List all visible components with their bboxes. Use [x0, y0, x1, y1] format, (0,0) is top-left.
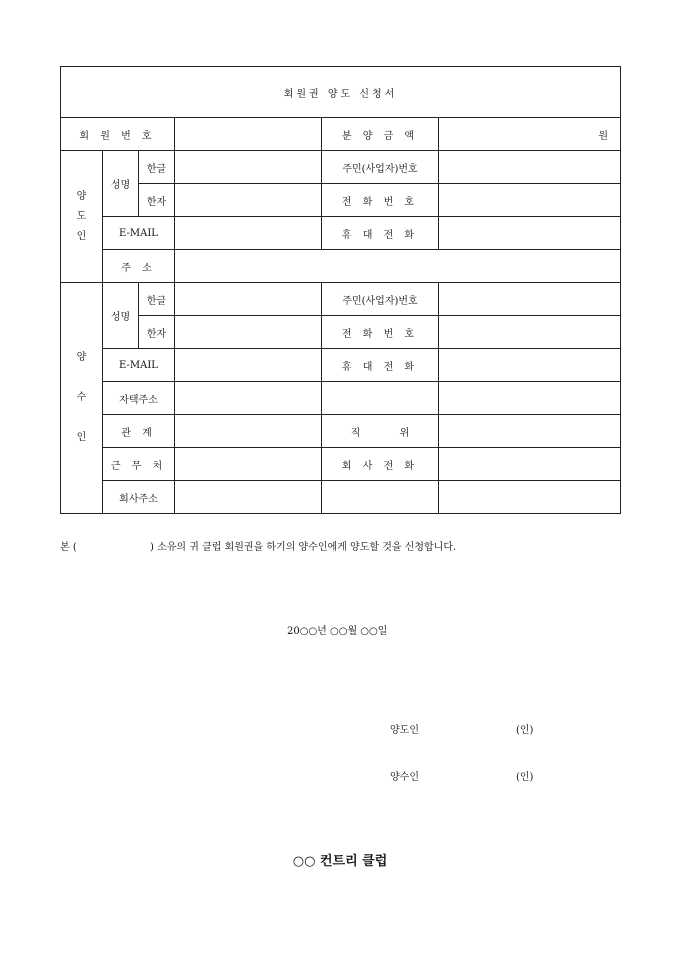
sale-amount-field[interactable]: 원	[439, 118, 621, 151]
transferee-hanja-name-field[interactable]	[175, 316, 322, 349]
transferee-hanja-label: 한자	[139, 316, 175, 349]
transferee-position-field[interactable]	[439, 415, 621, 448]
transferee-workplace-field[interactable]	[175, 448, 322, 481]
transferee-phone-label: 전 화 번 호	[322, 316, 439, 349]
transferor-id-field[interactable]	[439, 151, 621, 184]
transferee-mobile-label: 휴 대 전 화	[322, 349, 439, 382]
transferee-relation-field[interactable]	[175, 415, 322, 448]
transferee-name-label: 성명	[103, 283, 139, 349]
transferee-company-address-field-3[interactable]	[439, 481, 621, 514]
transferor-email-label: E-MAIL	[103, 217, 175, 250]
transferor-signature-label: 양도인	[390, 725, 419, 736]
sale-amount-label: 분 양 금 액	[322, 118, 439, 151]
transferee-relation-label: 관 계	[103, 415, 175, 448]
transferee-hangul-label: 한글	[139, 283, 175, 316]
transferor-phone-label: 전 화 번 호	[322, 184, 439, 217]
form-title: 회원권 양도 신청서	[61, 67, 621, 118]
transferee-home-address-label: 자택주소	[103, 382, 175, 415]
statement-body: ) 소유의 귀 클럽 회원권을 하기의 양수인에게 양도할 것을 신청합니다.	[150, 542, 457, 553]
transferee-company-phone-field[interactable]	[439, 448, 621, 481]
transferor-name-label: 성명	[103, 151, 139, 217]
transferor-hanja-label: 한자	[139, 184, 175, 217]
transferee-company-address-field[interactable]	[175, 481, 322, 514]
statement-prefix: 본 (	[60, 542, 77, 553]
transferee-workplace-label: 근 무 처	[103, 448, 175, 481]
transferor-address-field[interactable]	[175, 250, 621, 283]
transferee-position-label: 직 위	[322, 415, 439, 448]
transferee-id-label: 주민(사업자)번호	[322, 283, 439, 316]
transferor-mobile-label: 휴 대 전 화	[322, 217, 439, 250]
transferee-company-phone-label: 회 사 전 화	[322, 448, 439, 481]
transferor-hangul-label: 한글	[139, 151, 175, 184]
transferor-email-field[interactable]	[175, 217, 322, 250]
transferee-email-field[interactable]	[175, 349, 322, 382]
member-no-field[interactable]	[175, 118, 322, 151]
transferee-home-address-field-3[interactable]	[439, 382, 621, 415]
transferor-seal-mark[interactable]: (인)	[516, 725, 534, 736]
transferor-hanja-name-field[interactable]	[175, 184, 322, 217]
transferor-address-label: 주 소	[103, 250, 175, 283]
transferee-section-label: 양 수 인	[61, 283, 103, 514]
transferee-phone-field[interactable]	[439, 316, 621, 349]
transferee-signature-label: 양수인	[390, 772, 419, 783]
club-name: ○○ 컨트리 클럽	[292, 854, 388, 869]
transferee-mobile-field[interactable]	[439, 349, 621, 382]
transferee-hangul-name-field[interactable]	[175, 283, 322, 316]
transferee-company-address-field-2[interactable]	[322, 481, 439, 514]
member-no-label: 회 원 번 호	[61, 118, 175, 151]
transferee-home-address-field[interactable]	[175, 382, 322, 415]
application-form-table	[60, 66, 621, 514]
transferee-seal-mark[interactable]: (인)	[516, 772, 534, 783]
transferor-hangul-name-field[interactable]	[175, 151, 322, 184]
transferee-home-address-field-2[interactable]	[322, 382, 439, 415]
transferee-email-label: E-MAIL	[103, 349, 175, 382]
transferor-mobile-field[interactable]	[439, 217, 621, 250]
transferor-section-label: 양 도 인	[61, 151, 103, 283]
transferee-id-field[interactable]	[439, 283, 621, 316]
transferee-company-address-label: 회사주소	[103, 481, 175, 514]
transferor-phone-field[interactable]	[439, 184, 621, 217]
transferor-id-label: 주민(사업자)번호	[322, 151, 439, 184]
application-date: 20○○년 ○○월 ○○일	[287, 626, 388, 637]
